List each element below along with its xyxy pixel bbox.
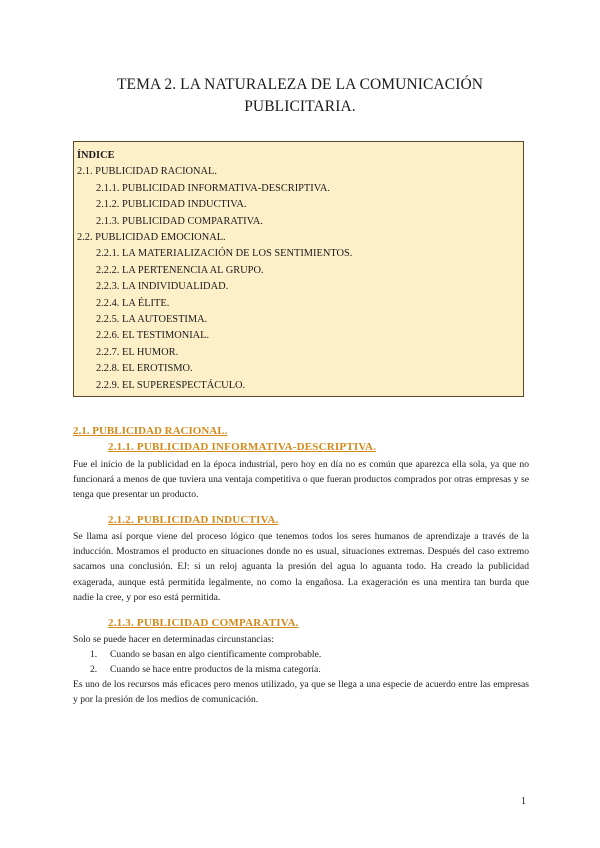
table-of-contents <box>73 141 524 397</box>
list-item <box>90 662 321 677</box>
subsection-2-1-2-text: Se llama así porque viene del proceso lógico que tenemos todos los seres humanos de aprendizaje a través de la inducción. Mostramos el producto en situaciones donde no es usual, situaciones extremas. Después del caso extremo sacamos una conclusión. EJ: si un reloj aguanta la presión del agua lo aguanta todo. Ha creado la publicidad exagerada, aunque está permitida legalmente, no como la engañosa. La exageración es una mentira tan burda que nadie la cree, y por eso está permitida. <box>73 531 529 603</box>
subsection-2-1-3-intro: Solo se puede hacer en determinadas circunstancias: <box>73 634 274 645</box>
subsection-heading-2-1-1: 2.1.1. PUBLICIDAD INFORMATIVA-DESCRIPTIVA. <box>108 441 377 453</box>
list-item-text: Cuando se hace entre productos de la misma categoría. <box>110 664 321 676</box>
subsection-2-1-3-text: Es uno de los recursos más eficaces pero menos utilizado, ya que se llega a una especie de acuerdo entre las empresas y por la presión de los medios de comunicación. <box>73 679 529 706</box>
list-item-text: Cuando se basan en algo científicamente comprobable. <box>110 649 322 660</box>
toc-item: 2.2. PUBLICIDAD EMOCIONAL. <box>77 232 226 244</box>
toc-item: 2.2.3. LA INDIVIDUALIDAD. <box>96 281 229 293</box>
toc-item: 2.2.8. EL EROTISMO. <box>96 363 193 375</box>
subsection-heading-2-1-2: 2.1.2. PUBLICIDAD INDUCTIVA. <box>108 514 279 526</box>
toc-item: 2.2.2. LA PERTENENCIA AL GRUPO. <box>96 264 264 276</box>
toc-item: 2.1.1. PUBLICIDAD INFORMATIVA-DESCRIPTIVA. <box>96 182 330 194</box>
criteria-list <box>90 647 321 677</box>
toc-item: 2.1. PUBLICIDAD RACIONAL. <box>77 166 217 178</box>
title-line-2: PUBLICITARIA. <box>244 98 356 115</box>
toc-item: 2.2.7. EL HUMOR. <box>96 346 179 358</box>
list-item-number: 1. <box>90 649 98 660</box>
title-line-1: TEMA 2. LA NATURALEZA DE LA COMUNICACIÓN <box>116 76 484 93</box>
subsection-heading-2-1-3: 2.1.3. PUBLICIDAD COMPARATIVA. <box>108 617 299 629</box>
toc-item: 2.2.1. LA MATERIALIZACIÓN DE LOS SENTIMIENTOS. <box>96 248 353 260</box>
list-item <box>90 647 321 662</box>
toc-item: 2.2.6. EL TESTIMONIAL. <box>96 330 210 342</box>
toc-heading: ÍNDICE <box>77 150 115 161</box>
toc-item: 2.2.4. LA ÉLITE. <box>96 297 170 309</box>
page-number: 1 <box>521 796 526 807</box>
toc-item: 2.2.5. LA AUTOESTIMA. <box>96 314 208 326</box>
toc-item: 2.1.3. PUBLICIDAD COMPARATIVA. <box>96 215 263 227</box>
toc-item: 2.2.9. EL SUPERESPECTÁCULO. <box>96 379 246 391</box>
list-item-number: 2. <box>90 664 98 676</box>
toc-item: 2.1.2. PUBLICIDAD INDUCTIVA. <box>96 199 247 211</box>
section-heading-2-1: 2.1. PUBLICIDAD RACIONAL. <box>73 425 228 437</box>
document-title <box>0 74 600 118</box>
subsection-2-1-1-text: Fue el inicio de la publicidad en la época industrial, pero hoy en día no es común que aparezca ella sola, ya que no funcionará a menos de que tuviera una ventaja competitiva o que fueran productos comprados por otras empresas y se tenga que presentar un producto. <box>73 459 529 501</box>
